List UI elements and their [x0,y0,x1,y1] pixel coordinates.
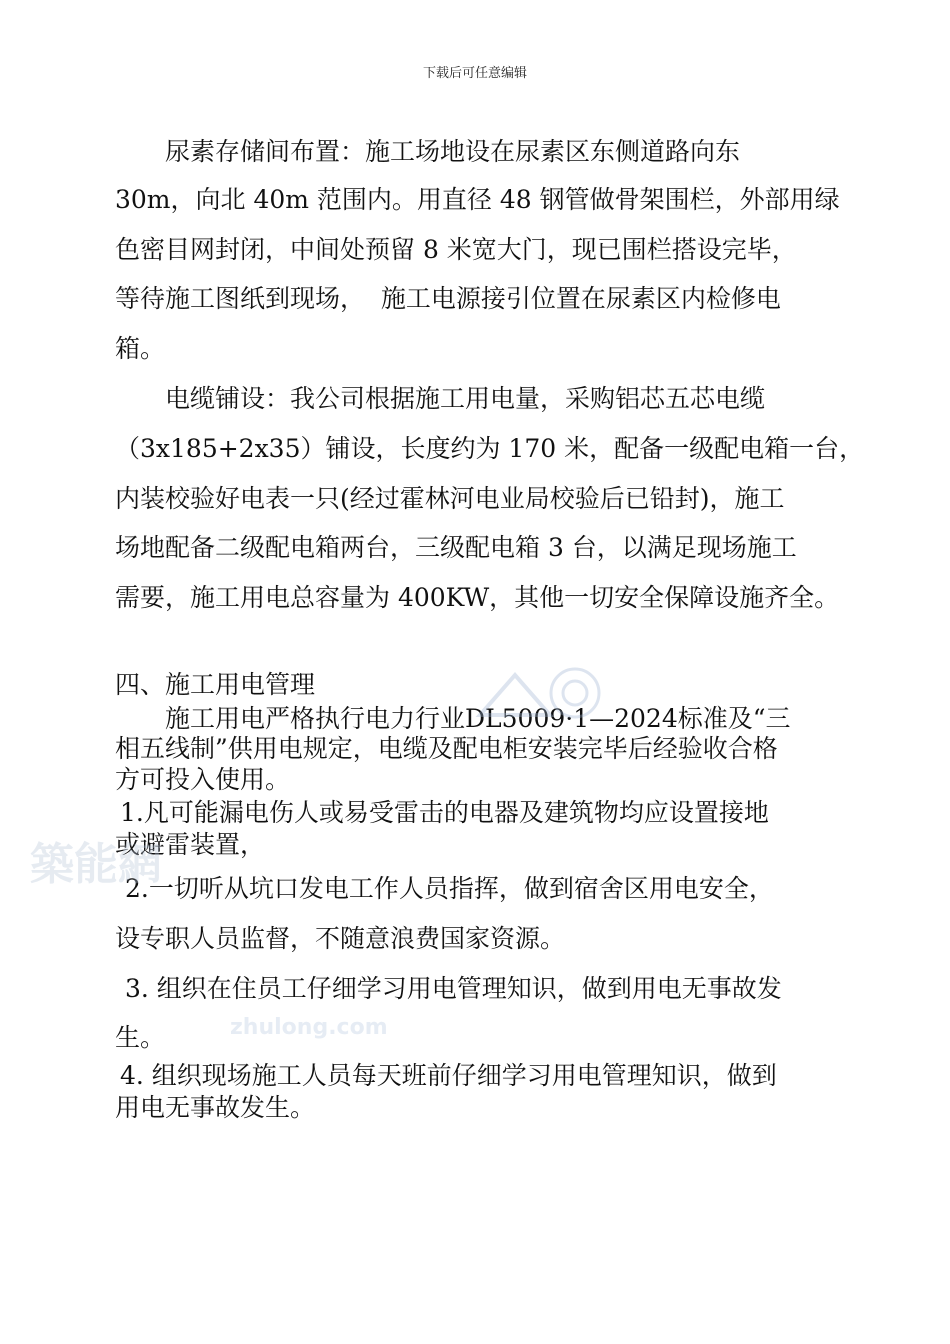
watermark-en-text: zhulong.com [230,1015,388,1040]
paragraph-line: 箱。 [115,334,166,363]
list-item-line: 4. 组织现场施工人员每天班前仔细学习用电管理知识，做到 [120,1061,777,1090]
paragraph-line: 色密目网封闭，中间处预留 8 米宽大门，现已围栏搭设完毕， [115,235,797,264]
paragraph-line: 方可投入使用。 [115,765,291,794]
list-item-line: 用电无事故发生。 [115,1093,316,1122]
paragraph-line: 电缆铺设：我公司根据施工用电量，采购铝芯五芯电缆 [165,384,766,413]
list-item-line: 生。 [115,1023,166,1052]
paragraph-line: 30m，向北 40m 范围内。用直径 48 钢管做骨架围栏，外部用绿 [115,185,840,214]
paragraph-line: 等待施工图纸到现场， 施工电源接引位置在尿素区内检修电 [115,284,781,313]
paragraph-line: 内装校验好电表一只(经过霍林河电业局校验后已铅封)，施工 [115,484,785,513]
paragraph-line: （3x185+2x35）铺设，长度约为 170 米，配备一级配电箱一台， [115,434,865,463]
page-header: 下载后可任意编辑 [422,66,527,81]
list-item-line: 3. 组织在住员工仔细学习用电管理知识，做到用电无事故发 [125,974,782,1003]
list-item-line: 设专职人员监督，不随意浪费国家资源。 [115,924,566,953]
paragraph-line: 施工用电严格执行电力行业DL5009·1—2024标准及“三 [165,704,791,733]
paragraph-line: 尿素存储间布置：施工场地设在尿素区东侧道路向东 [165,137,741,166]
paragraph-line: 相五线制”供用电规定，电缆及配电柜安装完毕后经验收合格 [115,734,778,763]
paragraph-line: 场地配备二级配电箱两台，三级配电箱 3 台，以满足现场施工 [115,533,797,562]
watermark-cn-text: 築能網 [30,839,162,890]
list-item-line: 或避雷装置， [115,830,266,859]
list-item-line: 2.一切听从坑口发电工作人员指挥，做到宿舍区用电安全， [125,874,774,903]
paragraph-line: 需要，施工用电总容量为 400KW，其他一切安全保障设施齐全。 [115,583,840,612]
section-heading: 四、施工用电管理 [115,670,316,699]
list-item-line: 1.凡可能漏电伤人或易受雷击的电器及建筑物均应设置接地 [120,798,769,827]
